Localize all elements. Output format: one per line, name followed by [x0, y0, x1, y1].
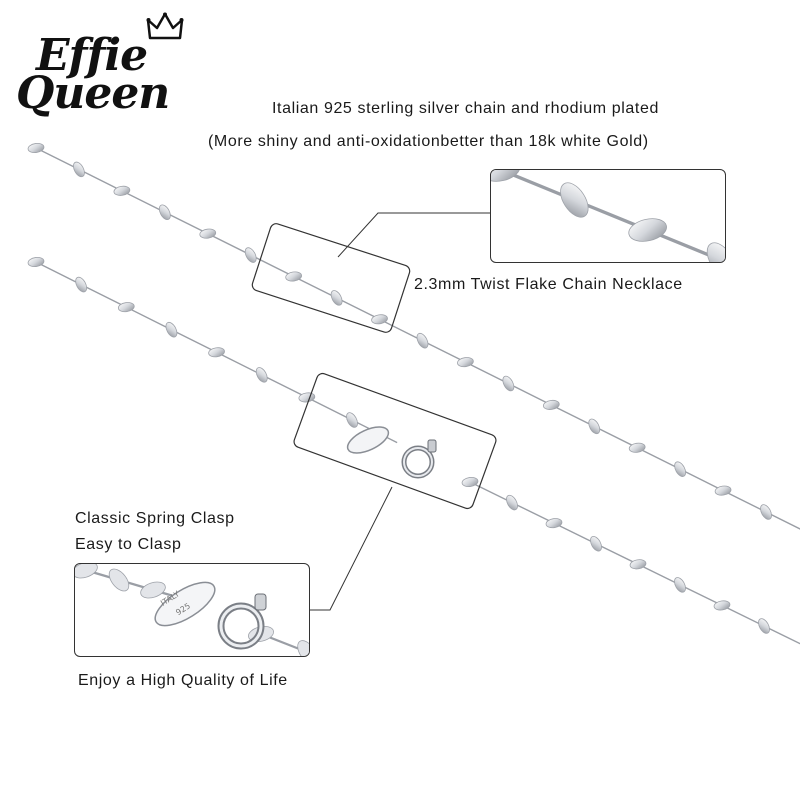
chain-flake [504, 493, 520, 511]
chain-link [79, 169, 122, 190]
chain-flake [415, 332, 431, 350]
chain-closeup-image [491, 170, 725, 262]
chain-flake [713, 600, 730, 611]
chain-flake [555, 178, 594, 222]
quality-tagline: Enjoy a High Quality of Life [78, 672, 288, 689]
chain-link [208, 234, 251, 255]
chain-flake [329, 289, 345, 307]
chain-link [217, 352, 262, 375]
chain-link [465, 362, 508, 383]
stamp-925: 925 [174, 601, 193, 618]
chain-flake [254, 366, 270, 384]
chain-flake [208, 347, 225, 358]
chain-flake [543, 399, 560, 410]
chain-link [470, 482, 512, 503]
chain-flake [629, 442, 646, 453]
closeup-chain-strand [491, 170, 725, 262]
chain-link [594, 426, 637, 447]
chain-flake [756, 617, 772, 635]
clasp-callout-line [310, 487, 392, 610]
chain-link [126, 307, 171, 330]
chain-link [165, 212, 208, 233]
chain-flake [105, 566, 132, 595]
chain-flake [672, 460, 688, 478]
chain-flake [545, 517, 562, 528]
chain-flake [118, 302, 135, 313]
chain-closeup-inset [490, 169, 726, 263]
chain-link [307, 397, 352, 420]
chain-flake [71, 160, 87, 178]
chain-flake [627, 215, 669, 245]
chain-link [171, 330, 216, 353]
chain-link [251, 255, 294, 276]
chain-link [551, 405, 594, 426]
chain-flake [73, 275, 89, 293]
chain-link [680, 469, 723, 490]
chain-flake [629, 559, 646, 570]
clasp-closeup-image [75, 564, 309, 656]
stamp-italy: ITALY [159, 589, 182, 608]
chain-link [36, 262, 81, 285]
chain-flake [157, 203, 173, 221]
chain-flake [461, 476, 478, 487]
clasp-closeup-inset [74, 563, 310, 657]
chain-flake [702, 238, 725, 262]
chain-link [294, 276, 337, 297]
chain-flake [371, 314, 388, 325]
chain-flake [113, 185, 130, 196]
chain-link [722, 605, 764, 626]
chain-link [422, 341, 465, 362]
chain-link [512, 503, 554, 524]
chain-flake [586, 417, 602, 435]
chain-link [680, 585, 722, 606]
chain-flake [298, 392, 315, 403]
brand-logo [14, 12, 194, 119]
chain-flake [243, 246, 259, 264]
chain-link [554, 523, 596, 544]
chain-flake [457, 356, 474, 367]
chain-flake [501, 374, 517, 392]
main-clasp [344, 422, 436, 476]
chain-link [508, 384, 551, 405]
chain-link [637, 448, 680, 469]
chain-link [36, 148, 79, 169]
chain-flake [714, 485, 731, 496]
chain-flake [27, 142, 44, 153]
chain-flake [758, 503, 774, 521]
material-description: Italian 925 sterling silver chain and rhodium plated [272, 100, 659, 117]
chain-link [337, 298, 380, 319]
chain-link [380, 319, 423, 340]
clasp-title: Classic Spring Clasp [75, 510, 235, 527]
chain-link [638, 564, 680, 585]
crown-icon [146, 12, 184, 42]
chain-flake [344, 411, 360, 429]
logo-word-effie: Effie [36, 30, 148, 81]
logo-word-queen: Queen [16, 68, 170, 119]
chain-flake [285, 271, 302, 282]
material-comparison: (More shiny and anti-oxidationbetter than 18k white Gold) [208, 133, 649, 150]
chain-link [723, 491, 766, 512]
chain-flake [199, 228, 216, 239]
clasp-subtitle: Easy to Clasp [75, 536, 182, 553]
chain-flake [27, 256, 44, 267]
chain-link [81, 285, 126, 308]
chain-flake [588, 535, 604, 553]
chain-flake [164, 321, 180, 339]
chain-link [262, 375, 307, 398]
chain-name-label: 2.3mm Twist Flake Chain Necklace [414, 276, 683, 293]
chain-flake [672, 576, 688, 594]
chain-link [596, 544, 638, 565]
chain-link [122, 191, 165, 212]
